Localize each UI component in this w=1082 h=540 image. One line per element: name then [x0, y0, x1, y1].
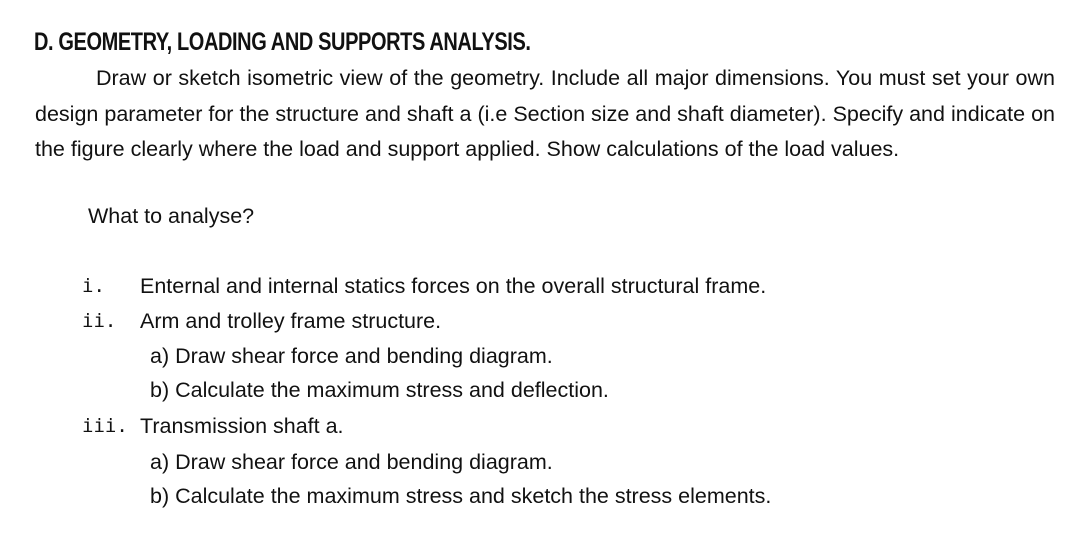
item-number: ii. — [82, 310, 117, 332]
section-heading: D. GEOMETRY, LOADING AND SUPPORTS ANALYSIS. — [34, 28, 531, 56]
sub-list-item: b) Calculate the maximum stress and deflection. — [150, 378, 609, 402]
list-item: Arm and trolley frame structure. — [140, 309, 442, 333]
analysis-question: What to analyse? — [88, 204, 255, 228]
item-number: iii. — [82, 415, 128, 437]
sub-list-item: b) Calculate the maximum stress and sketch the stress elements. — [150, 484, 772, 508]
item-number: i. — [82, 275, 105, 297]
sub-list-item: a) Draw shear force and bending diagram. — [150, 450, 553, 474]
list-item: Enternal and internal statics forces on the overall structural frame. — [140, 274, 767, 298]
instruction-paragraph: Draw or sketch isometric view of the geometry. Include all major dimensions. You must set your own design parameter for the structure and shaft a (i.e Section size and shaft diameter). Specify and indicate on the figure clearly where the load and support applied. Show calculations of the load values. — [35, 66, 1055, 161]
list-item: Transmission shaft a. — [140, 414, 344, 438]
sub-list-item: a) Draw shear force and bending diagram. — [150, 344, 553, 368]
